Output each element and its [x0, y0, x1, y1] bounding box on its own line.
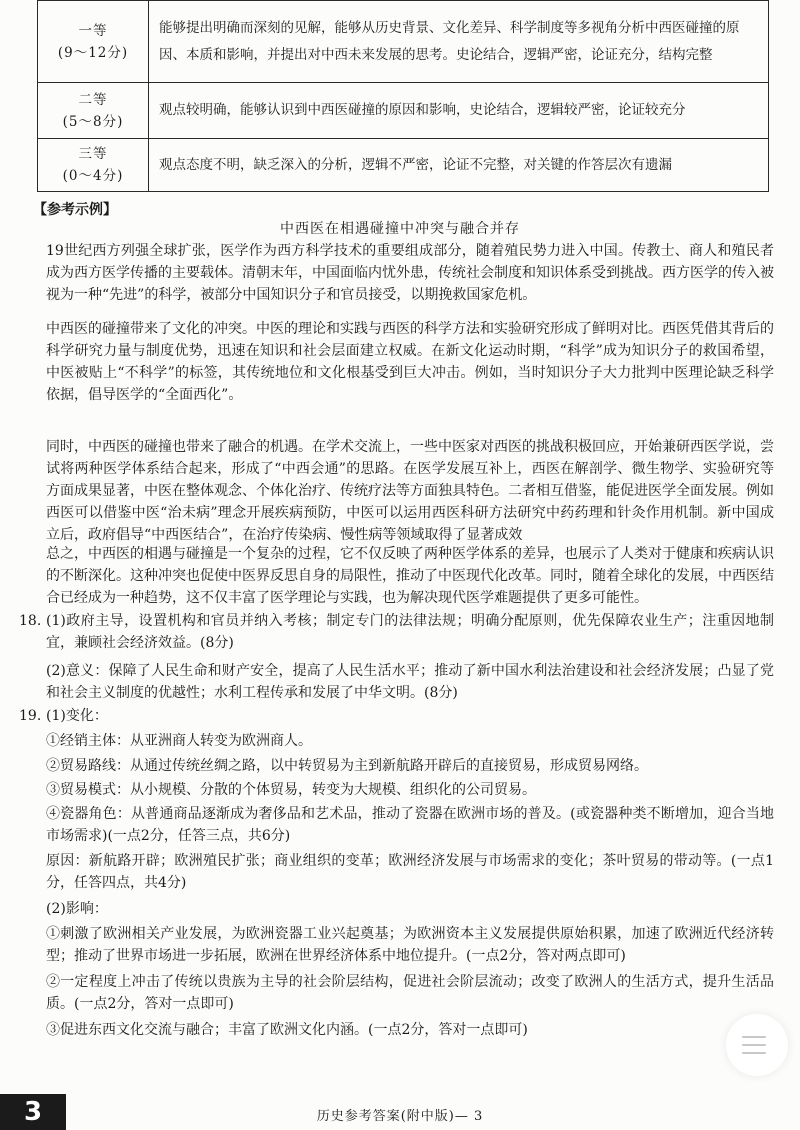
- essay-title: 中西医在相遇碰撞中冲突与融合并存: [280, 221, 520, 237]
- essay-paragraph: 同时，中西医的碰撞也带来了融合的机遇。在学术交流上，一些中医家对西医的挑战积极回应，开始兼研西医学说，尝试将两种医学体系结合起来，形成了“中西会通”的思路。在医学发展互补上，西医在解剖学、微生物学、实验研究等方面成果显著，中医在整体观念、个体化治疗、传统疗法等方面独具特色。二者相互借鉴，能促进医学全面发展。例如西医可以借鉴中医“治未病”理念开展疾病预防，中医可以运用西医科研方法研究中药药理和针灸作用机制。新中国成立后，政府倡导“中西医结合”，在治疗传染病、慢性病等领域取得了显著成效: [46, 439, 774, 543]
- answer-heading: (2)影响：: [46, 901, 108, 917]
- question-number: 19.: [19, 708, 42, 724]
- grading-row: [38, 1, 769, 83]
- grading-row: [38, 83, 769, 139]
- grading-row: [38, 139, 769, 192]
- grade-description: 观点较明确，能够认识到中西医碰撞的原因和影响，史论结合，逻辑较严密，论证较充分: [149, 83, 769, 139]
- answer-item: ②贸易路线：从通过传统丝绸之路，以中转贸易为主到新航路开辟后的直接贸易，形成贸易网络。: [46, 758, 648, 774]
- grade-level: 二等: [78, 91, 108, 108]
- grade-level: 一等: [78, 22, 108, 39]
- reference-label: 【参考示例】: [33, 202, 117, 218]
- grade-score: (5～8分): [62, 113, 124, 130]
- question-number: 18.: [19, 613, 42, 629]
- grade-score: (9～12分): [57, 44, 129, 61]
- essay-paragraph: 总之，中西医的相遇与碰撞是一个复杂的过程，它不仅反映了两种医学体系的差异，也展示了人类对于健康和疾病认识的不断深化。这种冲突也促使中医界反思自身的局限性，推动了中医现代化改革。同时，随着全球化的发展，中西医结合已经成为一种趋势，这不仅丰富了医学理论与实践，也为解决现代医学难题提供了更多可能性。: [46, 546, 774, 606]
- answer-heading: (1)变化：: [46, 708, 108, 724]
- answer-item: ④瓷器角色：从普通商品逐渐成为奢侈品和艺术品，推动了瓷器在欧洲市场的普及。(或瓷器种类不断增加，迎合当地市场需求)(一点2分，任答三点，共6分): [46, 806, 774, 844]
- answer-item: ①经销主体：从亚洲商人转变为欧洲商人。: [46, 733, 312, 749]
- grading-table: [37, 0, 769, 192]
- answer-reason: 原因：新航路开辟；欧洲殖民扩张；商业组织的变革；欧洲经济发展与市场需求的变化；茶叶贸易的带动等。(一点1分，任答四点，共4分): [46, 853, 774, 891]
- grade-score: (0～4分): [62, 168, 124, 184]
- essay-paragraph: 19世纪西方列强全球扩张，医学作为西方科学技术的重要组成部分，随着殖民势力进入中国。传教士、商人和殖民者成为西方医学传播的主要载体。清朝末年，中国面临内忧外患，传统社会制度和知识体系受到挑战。西方医学的传入被视为一种“先进”的科学，被部分中国知识分子和官员接受，以期挽救国家危机。: [46, 243, 774, 303]
- grade-level: 三等: [78, 146, 108, 162]
- grade-level-cell: [38, 139, 149, 192]
- page-number-badge: 3: [0, 1094, 66, 1130]
- answer-part: (1)政府主导，设置机构和官员并纳入考核；制定专门的法律法规；明确分配原则，优先保障农业生产；注重因地制宜，兼顾社会经济效益。(8分): [46, 613, 774, 651]
- answer-item: ③促进东西文化交流与融合；丰富了欧洲文化内涵。(一点2分，答对一点即可): [46, 1022, 528, 1038]
- page-footer: 历史参考答案(附中版)— 3: [316, 1109, 484, 1124]
- grade-description: 能够提出明确而深刻的见解，能够从历史背景、文化差异、科学制度等多视角分析中西医碰撞的原因、本质和影响，并提出对中西未来发展的思考。史论结合，逻辑严密，论证充分，结构完整: [149, 1, 769, 83]
- menu-lines-icon[interactable]: [726, 1014, 788, 1076]
- grade-description: 观点态度不明，缺乏深入的分析，逻辑不严密，论证不完整，对关键的作答层次有遗漏: [149, 139, 769, 192]
- answer-item: ①刺激了欧洲相关产业发展，为欧洲瓷器工业兴起奠基；为欧洲资本主义发展提供原始积累，加速了欧洲近代经济转型；推动了世界市场进一步拓展，欧洲在世界经济体系中地位提升。(一点2分，答对两点即可): [46, 926, 774, 964]
- grade-level-cell: [38, 1, 149, 83]
- answer-part: (2)意义：保障了人民生命和财产安全，提高了人民生活水平；推动了新中国水利法治建设和社会经济发展；凸显了党和社会主义制度的优越性；水利工程传承和发展了中华文明。(8分): [46, 663, 774, 701]
- answer-item: ②一定程度上冲击了传统以贵族为主导的社会阶层结构，促进社会阶层流动；改变了欧洲人的生活方式，提升生活品质。(一点2分，答对一点即可): [46, 974, 774, 1012]
- grade-level-cell: [38, 83, 149, 139]
- essay-paragraph: 中西医的碰撞带来了文化的冲突。中医的理论和实践与西医的科学方法和实验研究形成了鲜明对比。西医凭借其背后的科学研究力量与制度优势，迅速在知识和社会层面建立权威。在新文化运动时期，“科学”成为知识分子的救国希望，中医被贴上“不科学”的标签，其传统地位和文化根基受到巨大冲击。例如，当时知识分子大力批判中医理论缺乏科学依据，倡导医学的“全面西化”。: [46, 321, 774, 403]
- answer-item: ③贸易模式：从小规模、分散的个体贸易，转变为大规模、组织化的公司贸易。: [46, 782, 536, 798]
